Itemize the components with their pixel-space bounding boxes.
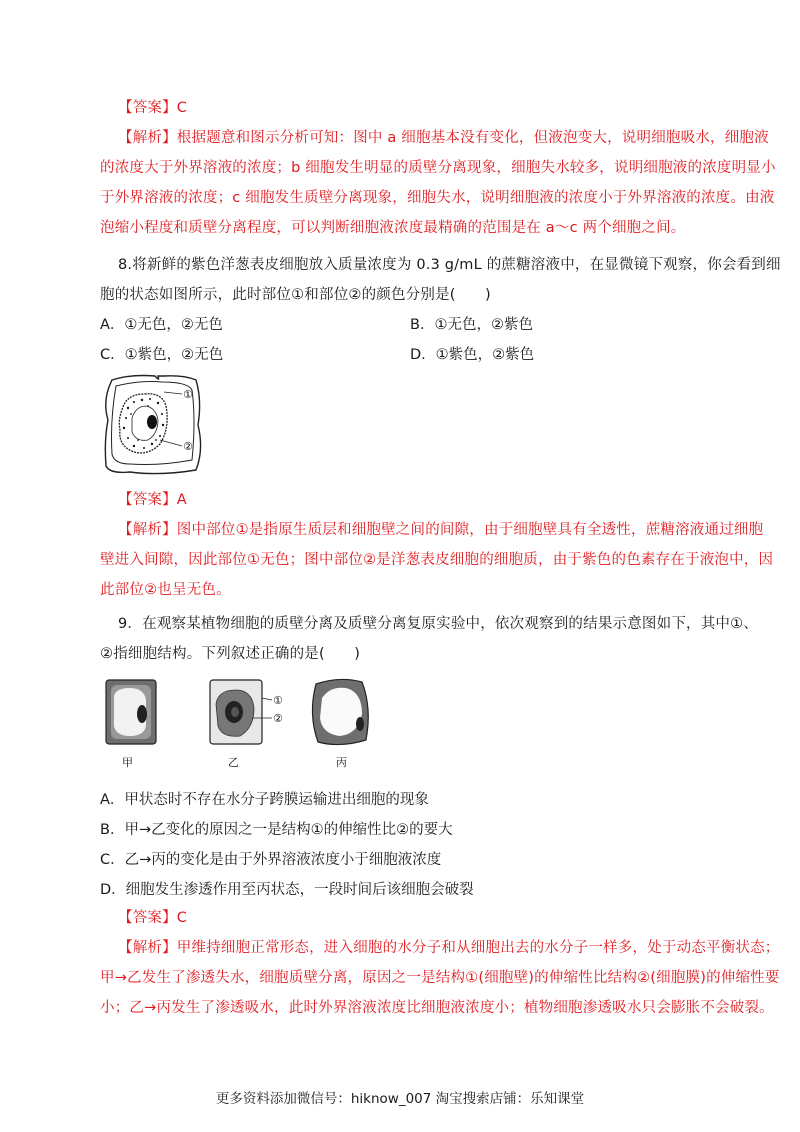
q8-option-d: D．①紫色，②紫色 bbox=[410, 347, 535, 363]
q8-cell-figure bbox=[100, 370, 210, 480]
q9-option-b: B．甲→乙变化的原因之一是结构①的伸缩性比②的要大 bbox=[100, 822, 453, 838]
page-footer: 更多资料添加微信号：hiknow_007 淘宝搜索店铺：乐知课堂 bbox=[215, 1091, 585, 1107]
q7-analysis-line-3: 于外界溶液的浓度；c 细胞发生质壁分离现象，细胞失水，说明细胞液的浓度小于外界溶液的浓度。由液 bbox=[100, 190, 775, 206]
q9-cell-label-bing: 丙 bbox=[336, 756, 347, 769]
q7-answer: 【答案】C bbox=[118, 100, 188, 116]
q9-stem-line-2: ②指细胞结构。下列叙述正确的是( ) bbox=[100, 646, 361, 662]
q8-answer: 【答案】A bbox=[118, 492, 187, 508]
q9-part-label-2: ② bbox=[273, 712, 283, 725]
cell-bing bbox=[312, 679, 368, 744]
q9-stem-line-1: 9．在观察某植物细胞的质壁分离及质壁分离复原实验中，依次观察到的结果示意图如下，其中①、 bbox=[118, 616, 759, 632]
q9-analysis-line-3: 小；乙→丙发生了渗透吸水，此时外界溶液浓度比细胞液浓度小；植物细胞渗透吸水只会膨胀不会破裂。 bbox=[100, 1000, 774, 1016]
q8-analysis-line-2: 壁进入间隙，因此部位①无色；图中部位②是洋葱表皮细胞的细胞质，由于紫色的色素存在于液泡中，因 bbox=[100, 552, 774, 568]
q7-analysis-line-4: 泡缩小程度和质壁分离程度，可以判断细胞液浓度最精确的范围是在 a～c 两个细胞之间。 bbox=[100, 220, 686, 236]
nucleus bbox=[147, 415, 157, 429]
q9-option-d: D．细胞发生渗透作用至丙状态，一段时间后该细胞会破裂 bbox=[100, 882, 474, 898]
q9-cell-label-yi: 乙 bbox=[228, 756, 239, 769]
q8-analysis-line-3: 此部位②也呈无色。 bbox=[100, 582, 231, 598]
q8-analysis-line-1: 【解析】图中部位①是指原生质层和细胞壁之间的间隙，由于细胞壁具有全透性，蔗糖溶液通过细胞 bbox=[118, 522, 764, 538]
q9-cells-figure bbox=[100, 674, 380, 774]
q9-option-a: A．甲状态时不存在水分子跨膜运输进出细胞的现象 bbox=[100, 792, 429, 808]
cell-jia bbox=[106, 680, 156, 744]
cell-yi bbox=[210, 680, 272, 744]
q8-figure-label-2: ② bbox=[183, 440, 193, 453]
q9-answer: 【答案】C bbox=[118, 910, 188, 926]
q9-analysis-line-2: 甲→乙发生了渗透失水，细胞质壁分离，原因之一是结构①(细胞壁)的伸缩性比结构②(细胞膜)的伸缩性要 bbox=[100, 970, 780, 986]
label-line-2 bbox=[160, 440, 182, 446]
q8-option-a: A．①无色，②无色 bbox=[100, 317, 223, 333]
q9-analysis-line-1: 【解析】甲维持细胞正常形态，进入细胞的水分子和从细胞出去的水分子一样多，处于动态平衡状态； bbox=[118, 940, 780, 956]
q9-cell-label-jia: 甲 bbox=[122, 756, 133, 769]
q8-option-b: B．①无色，②紫色 bbox=[410, 317, 533, 333]
q8-stem-line-1: 8.将新鲜的紫色洋葱表皮细胞放入质量浓度为 0.3 g/mL 的蔗糖溶液中，在显微镜下观察，你会看到细 bbox=[118, 257, 781, 273]
label-line-1 bbox=[164, 392, 182, 394]
q9-option-c: C．乙→丙的变化是由于外界溶液浓度小于细胞液浓度 bbox=[100, 852, 442, 868]
q8-stem-line-2: 胞的状态如图所示，此时部位①和部位②的颜色分别是( ) bbox=[100, 287, 491, 303]
q7-analysis-line-2: 的浓度大于外界溶液的浓度；b 细胞发生明显的质壁分离现象，细胞失水较多，说明细胞液的浓度明显小 bbox=[100, 160, 776, 176]
q7-analysis-line-1: 【解析】根据题意和图示分析可知：图中 a 细胞基本没有变化，但液泡变大，说明细胞吸水，细胞液 bbox=[118, 130, 769, 146]
q8-figure-label-1: ① bbox=[183, 388, 193, 401]
q8-option-c: C．①紫色，②无色 bbox=[100, 347, 224, 363]
q9-part-label-1: ① bbox=[273, 694, 283, 707]
